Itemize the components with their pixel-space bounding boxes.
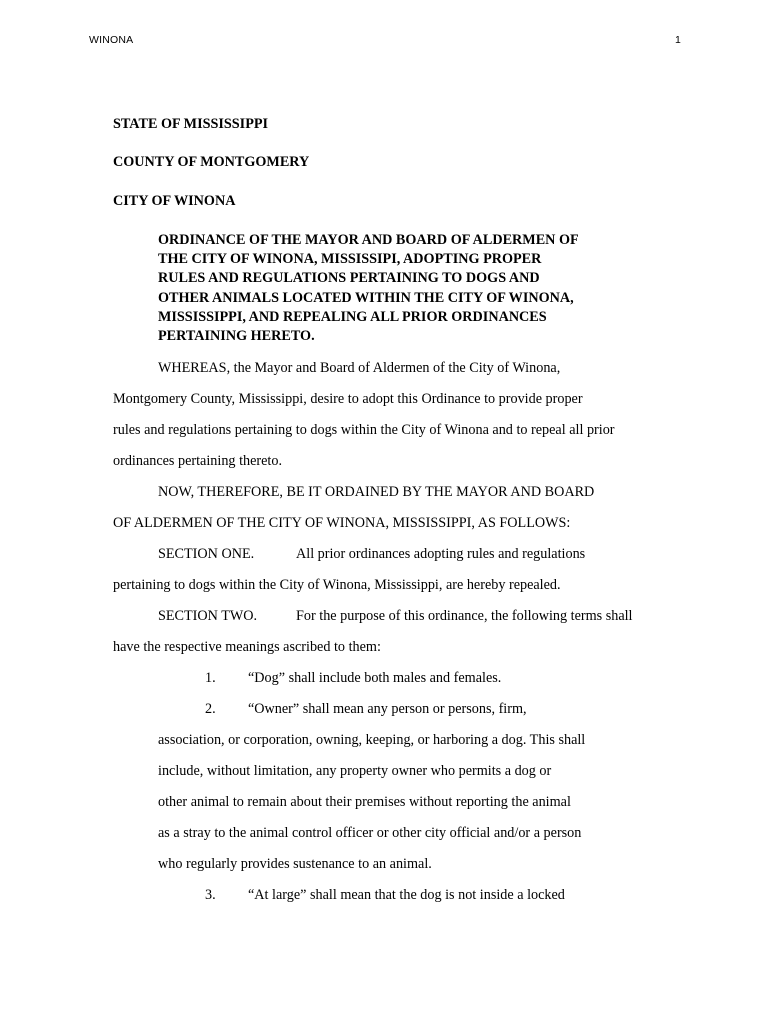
- title-line: OTHER ANIMALS LOCATED WITHIN THE CITY OF WINONA,: [158, 290, 574, 306]
- title-line: MISSISSIPPI, AND REPEALING ALL PRIOR ORDINANCES: [158, 309, 547, 325]
- definition-text: “Dog” shall include both males and females.: [248, 670, 502, 686]
- definition-text-cont: association, or corporation, owning, keeping, or harboring a dog. This shall: [158, 732, 586, 748]
- running-header: WINONA: [89, 34, 134, 46]
- section-one-heading: SECTION ONE.: [158, 546, 255, 562]
- caption-city: CITY OF WINONA: [113, 193, 236, 209]
- definition-text-cont: as a stray to the animal control officer or other city official and/or a person: [158, 825, 582, 841]
- whereas-line: ordinances pertaining thereto.: [113, 453, 283, 469]
- definition-number: 3.: [205, 887, 216, 903]
- whereas-line: WHEREAS, the Mayor and Board of Aldermen of the City of Winona,: [158, 360, 561, 376]
- title-line: PERTAINING HERETO.: [158, 328, 315, 344]
- definition-number: 1.: [205, 670, 216, 686]
- section-two-heading: SECTION TWO.: [158, 608, 258, 624]
- title-line: RULES AND REGULATIONS PERTAINING TO DOGS AND: [158, 270, 540, 286]
- page-number: 1: [674, 34, 681, 46]
- definition-number: 2.: [205, 701, 216, 717]
- definition-text: “At large” shall mean that the dog is not inside a locked: [248, 887, 565, 903]
- section-two-text-cont: have the respective meanings ascribed to them:: [113, 639, 381, 655]
- section-two-text: For the purpose of this ordinance, the following terms shall: [296, 608, 633, 624]
- ordained-line: OF ALDERMEN OF THE CITY OF WINONA, MISSISSIPPI, AS FOLLOWS:: [113, 515, 571, 531]
- whereas-line: Montgomery County, Mississippi, desire to adopt this Ordinance to provide proper: [113, 391, 583, 407]
- caption-county: COUNTY OF MONTGOMERY: [113, 154, 310, 170]
- ordained-line: NOW, THEREFORE, BE IT ORDAINED BY THE MAYOR AND BOARD: [158, 484, 595, 500]
- definition-text-cont: include, without limitation, any property owner who permits a dog or: [158, 763, 552, 779]
- section-one-text: All prior ordinances adopting rules and regulations: [296, 546, 586, 562]
- whereas-line: rules and regulations pertaining to dogs within the City of Winona and to repeal all prior: [113, 422, 615, 438]
- title-line: THE CITY OF WINONA, MISSISSIPI, ADOPTING PROPER: [158, 251, 542, 267]
- section-one-text-cont: pertaining to dogs within the City of Winona, Mississippi, are hereby repealed.: [113, 577, 561, 593]
- definition-text-cont: who regularly provides sustenance to an animal.: [158, 856, 432, 872]
- title-line: ORDINANCE OF THE MAYOR AND BOARD OF ALDERMEN OF: [158, 232, 579, 248]
- definition-text: “Owner” shall mean any person or persons, firm,: [248, 701, 527, 717]
- definition-text-cont: other animal to remain about their premises without reporting the animal: [158, 794, 571, 810]
- caption-state: STATE OF MISSISSIPPI: [113, 116, 269, 132]
